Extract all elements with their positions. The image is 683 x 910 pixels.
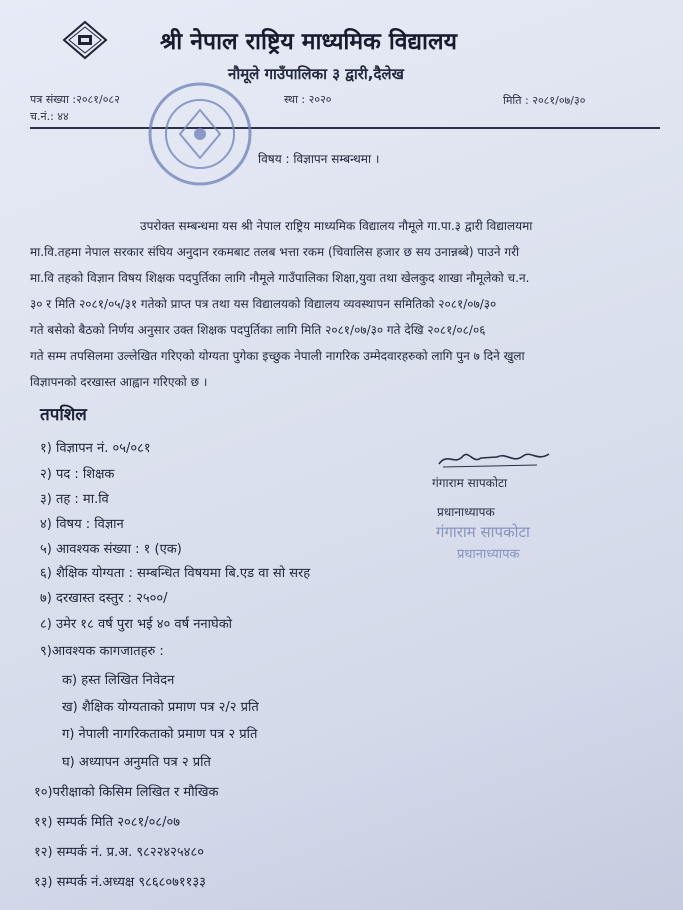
body-line: मा.वि तहको विज्ञान विषय शिक्षक पदपुर्तिका लागि नौमूले गाउँपालिका शिक्षा,युवा तथा खेलकुद शाखा नौमूलेको च.न. <box>30 271 530 285</box>
detail-item: ३) तह : मा.वि <box>40 492 109 507</box>
school-address: नौमूले गाउँपालिका ३ द्वारी,दैलेख <box>228 65 404 83</box>
body-line: उपरोक्त सम्बन्धमा यस श्री नेपाल राष्ट्रिय माध्यमिक विद्यालय नौमूले गा.पा.३ द्वारी विद्यालयमा <box>140 219 533 233</box>
detail-item: ११) सम्पर्क मिति २०८१/०८/०७ <box>34 815 181 830</box>
detail-subitem: क) हस्त लिखित निवेदन <box>62 673 175 688</box>
school-seal-stamp <box>146 80 254 188</box>
handwritten-signature <box>437 448 555 470</box>
letter-date: मिति : २०८१/०७/३० <box>503 94 586 107</box>
detail-item: १) विज्ञापन नं. ०५/०८१ <box>40 441 151 456</box>
signatory-name: गंगाराम सापकोटा <box>432 476 508 490</box>
detail-subitem: ख) शैक्षिक योग्यताको प्रमाण पत्र २/२ प्रति <box>62 700 259 715</box>
detail-item: १०)परीक्षाको किसिम लिखित र मौखिक <box>34 785 219 800</box>
body-line: विज्ञापनको दरखास्त आह्वान गरिएको छ । <box>30 375 208 389</box>
letter-body <box>30 213 666 395</box>
detail-item: ४) विषय : विज्ञान <box>40 517 124 532</box>
dispatch-number: च.नं.: ४४ <box>30 110 69 123</box>
detail-item: १३) सम्पर्क नं.अध्यक्ष ९८६८०७११३३ <box>34 875 206 890</box>
detail-item: ९)आवश्यक कागजातहरु : <box>40 644 164 659</box>
body-line: मा.वि.तहमा नेपाल सरकार संघिय अनुदान रकमबाट तलब भत्ता रकम (चिवालिस हजार छ सय उनान्नब्बे) पाउने गरी <box>30 245 520 259</box>
detail-subitem: घ) अध्यापन अनुमति पत्र २ प्रति <box>62 755 211 770</box>
established-year: स्था : २०२० <box>284 93 332 106</box>
details-heading: तपशिल <box>40 405 87 425</box>
role-stamp: प्रधानाध्यापक <box>457 547 520 562</box>
body-line: गते सम्म तपसिलमा उल्लेखित गरिएको योग्यता पुगेका इच्छुक नेपाली नागरिक उम्मेदवारहरुको लागि पुन ७ दिने खुला <box>30 349 525 363</box>
header-divider <box>30 127 660 129</box>
school-name: श्री नेपाल राष्ट्रिय माध्यमिक विद्यालय <box>160 29 457 55</box>
subject-line: विषय : विज्ञापन सम्बन्धमा । <box>258 152 380 166</box>
detail-item: ८) उमेर १८ वर्ष पुरा भई ४० वर्ष ननाघेको <box>40 617 233 632</box>
detail-item: ५) आवश्यक संख्या : १ (एक) <box>40 542 182 557</box>
detail-item: ६) शैक्षिक योग्यता : सम्बन्धित विषयमा बि.एड वा सो सरह <box>40 566 311 581</box>
name-stamp: गंगाराम सापकोटा <box>436 523 530 541</box>
letter-number: पत्र संख्या :२०८१/०८२ <box>30 93 120 106</box>
detail-item: २) पद : शिक्षक <box>40 467 115 482</box>
body-line: ३० र मिति २०८१/०५/३१ गतेको प्राप्त पत्र तथा यस विद्यालयको विद्यालय व्यवस्थापन समितिको २०८१/०७/३० <box>30 297 497 311</box>
detail-subitem: ग) नेपाली नागरिकताको प्रमाण पत्र २ प्रति <box>62 727 258 742</box>
body-line: गते बसेको बैठको निर्णय अनुसार उक्त शिक्षक पदपुर्तिका लागि मिति २०८१/०७/३० गते देखि २०८१/०८/०६ <box>30 323 486 337</box>
detail-item: ७) दरखास्त दस्तुर : २५००/ <box>40 591 168 606</box>
nepal-emblem-logo <box>62 20 108 60</box>
detail-item: १२) सम्पर्क नं. प्र.अ. ९८२२४२५४८० <box>34 845 204 860</box>
signatory-role: प्रधानाध्यापक <box>437 505 495 519</box>
